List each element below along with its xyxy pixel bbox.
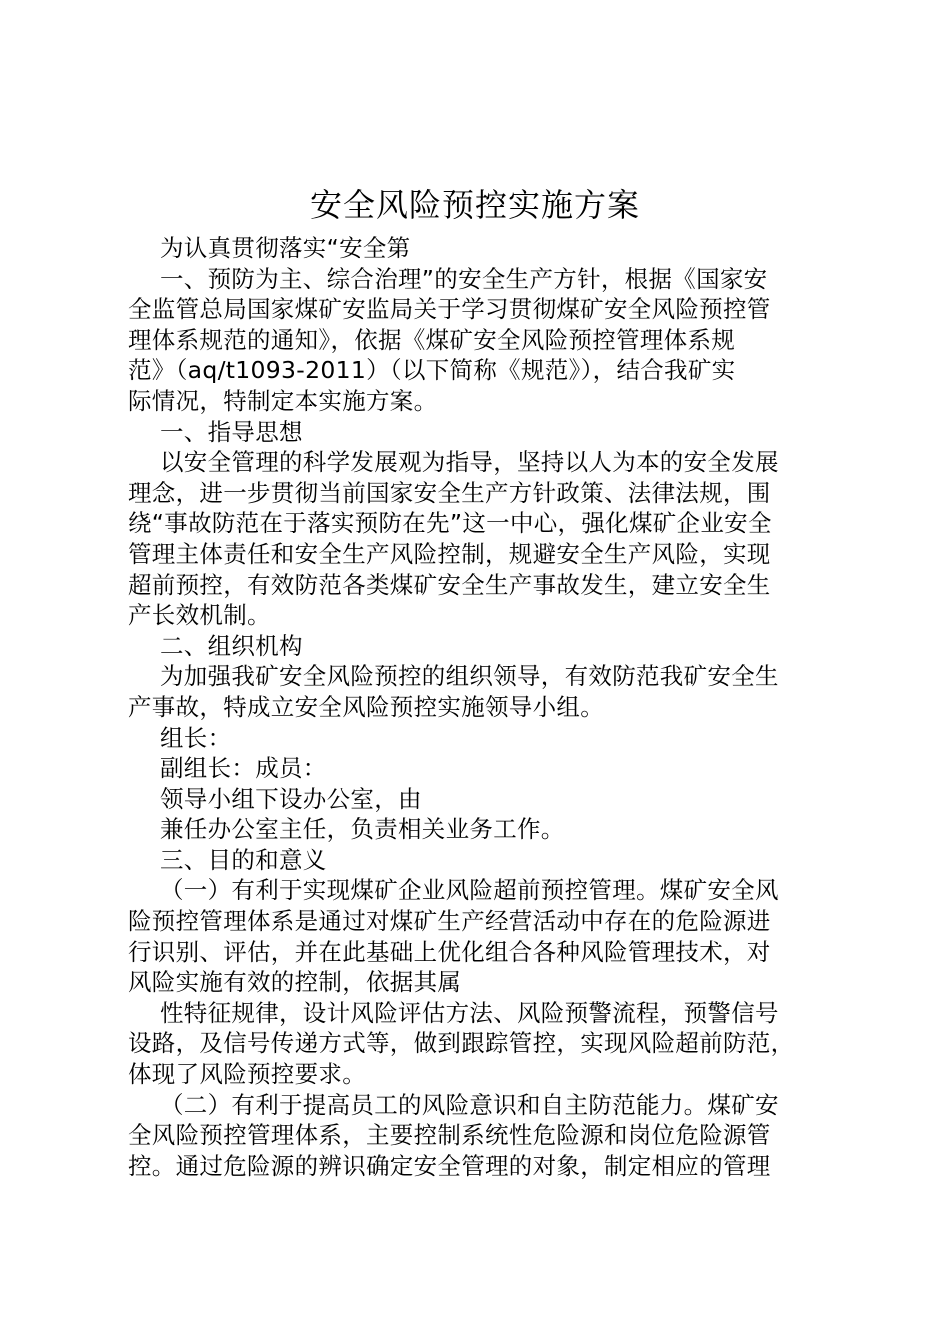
paragraph-line: 范》（aq/t1093-2011）（以下简称《规范》），结合我矿实: [128, 356, 736, 385]
paragraph-line: 险预控管理体系是通过对煤矿生产经营活动中存在的危险源进: [128, 907, 771, 936]
paragraph-line: 性特征规律，设计风险评估方法、风险预警流程，预警信号: [160, 998, 779, 1027]
paragraph-line: 产长效机制。: [128, 601, 271, 630]
paragraph-line: 组长：: [160, 723, 232, 752]
paragraph-line: 领导小组下设办公室，由: [160, 784, 422, 813]
paragraph-line: 超前预控，有效防范各类煤矿安全生产事故发生，建立安全生: [128, 570, 771, 599]
paragraph-line: 以安全管理的科学发展观为指导，坚持以人为本的安全发展: [160, 448, 779, 477]
paragraph-line: 一、预防为主、综合治理”的安全生产方针，根据《国家安: [160, 264, 768, 293]
paragraph-line: 体现了风险预控要求。: [128, 1060, 366, 1089]
paragraph-line: （二）有利于提高员工的风险意识和自主防范能力。煤矿安: [160, 1090, 779, 1119]
paragraph-line: 全风险预控管理体系，主要控制系统性危险源和岗位危险源管: [128, 1121, 771, 1150]
paragraph-line: 为认真贯彻落实“安全第: [160, 234, 411, 262]
paragraph-line: 际情况，特制定本实施方案。: [128, 386, 438, 415]
paragraph-line: 产事故，特成立安全风险预控实施领导小组。: [128, 692, 604, 721]
document-title: 安全风险预控实施方案: [309, 186, 640, 224]
paragraph-line: 为加强我矿安全风险预控的组织领导，有效防范我矿安全生: [160, 662, 779, 691]
paragraph-line: 风险实施有效的控制，依据其属: [128, 968, 462, 997]
paragraph-line: 绕“事故防范在于落实预防在先”这一中心，强化煤矿企业安全: [128, 509, 772, 538]
paragraph-line: 行识别、评估，并在此基础上优化组合各种风险管理技术，对: [128, 937, 771, 966]
paragraph-line: 管理主体责任和安全生产风险控制，规避安全生产风险，实现: [128, 539, 771, 568]
paragraph-line: 控。通过危险源的辨识确定安全管理的对象，制定相应的管理: [128, 1151, 771, 1180]
paragraph-line: 一、指导思想: [160, 417, 303, 446]
paragraph-line: 兼任办公室主任，负责相关业务工作。: [160, 815, 565, 844]
document-body: [128, 233, 838, 1181]
paragraph-line: （一）有利于实现煤矿企业风险超前预控管理。煤矿安全风: [160, 876, 779, 905]
paragraph-line: 理念，进一步贯彻当前国家安全生产方针政策、法律法规，围: [128, 478, 771, 507]
paragraph-line: 全监管总局国家煤矿安监局关于学习贯彻煤矿安全风险预控管: [128, 295, 771, 324]
paragraph-line: 理体系规范的通知》，依据《煤矿安全风险预控管理体系规: [128, 325, 736, 354]
paragraph-line: 三、目的和意义: [160, 845, 327, 874]
paragraph-line: 设路，及信号传递方式等，做到跟踪管控，实现风险超前防范，: [128, 1029, 795, 1058]
paragraph-line: 二、组织机构: [160, 631, 303, 660]
paragraph-line: 副组长：成员：: [160, 754, 327, 783]
